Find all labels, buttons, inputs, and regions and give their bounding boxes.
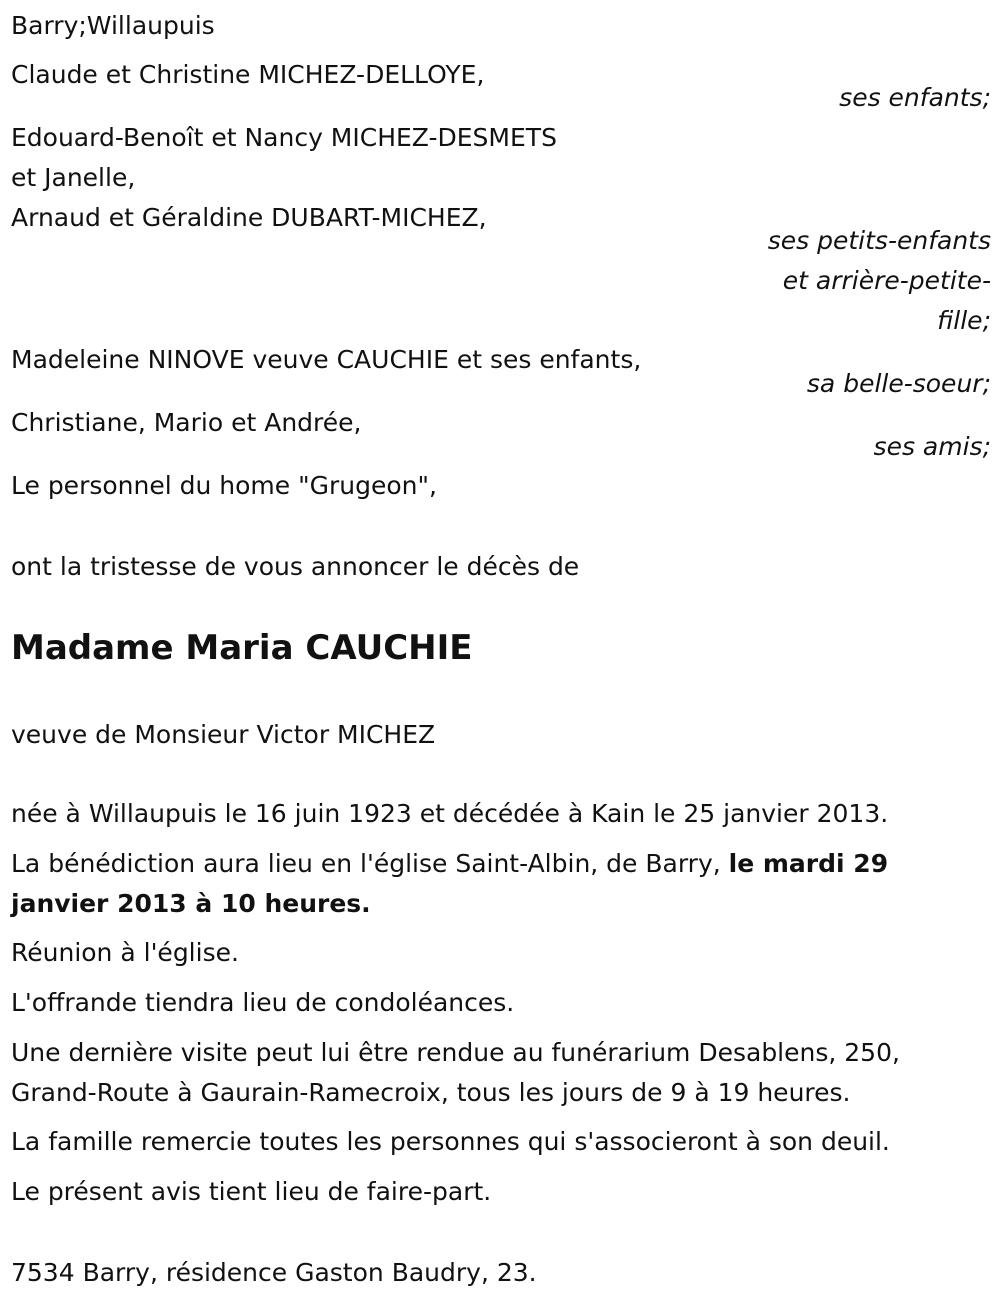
address: 7534 Barry, résidence Gaston Baudry, 23.: [11, 1258, 537, 1287]
widow-of: veuve de Monsieur Victor MICHEZ: [11, 720, 436, 749]
blessing-date-part-1: le mardi 29: [728, 849, 889, 878]
visit-line-1: Une dernière visite peut lui être rendue au funérarium Desablens, 250,: [11, 1038, 900, 1067]
deceased-name: Madame Maria CAUCHIE: [11, 628, 473, 668]
grandchildren-line-1: Edouard-Benoît et Nancy MICHEZ-DESMETS: [11, 123, 557, 152]
meeting-text: Réunion à l'église.: [11, 938, 239, 967]
children-relation: ses enfants;: [839, 83, 991, 112]
children-names: Claude et Christine MICHEZ-DELLOYE,: [11, 60, 485, 89]
grandchildren-line-3: Arnaud et Géraldine DUBART-MICHEZ,: [11, 203, 487, 232]
announcement-intro: ont la tristesse de vous annoncer le décès de: [11, 552, 580, 581]
sister-in-law-names: Madeleine NINOVE veuve CAUCHIE et ses enfants,: [11, 345, 642, 374]
blessing-line-2: [11, 884, 371, 924]
blessing-date-part-2: janvier 2013 à 10 heures.: [11, 889, 371, 918]
grandchildren-relation-line-2: et arrière-petite-: [782, 266, 991, 295]
header-location: Barry;Willaupuis: [11, 11, 215, 40]
sister-in-law-relation: sa belle-soeur;: [806, 369, 991, 398]
friends-relation: ses amis;: [873, 432, 991, 461]
grandchildren-relation-line-3: fille;: [937, 306, 991, 335]
grandchildren-relation-line-1: ses petits-enfants: [767, 226, 991, 255]
blessing-text: La bénédiction aura lieu en l'église Saint-Albin, de Barry,: [11, 849, 729, 878]
grandchildren-line-2: et Janelle,: [11, 163, 136, 192]
staff-names: Le personnel du home "Grugeon",: [11, 471, 437, 500]
birth-death: née à Willaupuis le 16 juin 1923 et décédée à Kain le 25 janvier 2013.: [11, 799, 889, 828]
visit-line-2: Grand-Route à Gaurain-Ramecroix, tous les jours de 9 à 19 heures.: [11, 1078, 851, 1107]
notice-text: Le présent avis tient lieu de faire-part.: [11, 1177, 492, 1206]
blessing-line-1: [11, 844, 888, 884]
offering-text: L'offrande tiendra lieu de condoléances.: [11, 988, 515, 1017]
friends-names: Christiane, Mario et Andrée,: [11, 408, 362, 437]
thanks-text: La famille remercie toutes les personnes qui s'associeront à son deuil.: [11, 1127, 890, 1156]
